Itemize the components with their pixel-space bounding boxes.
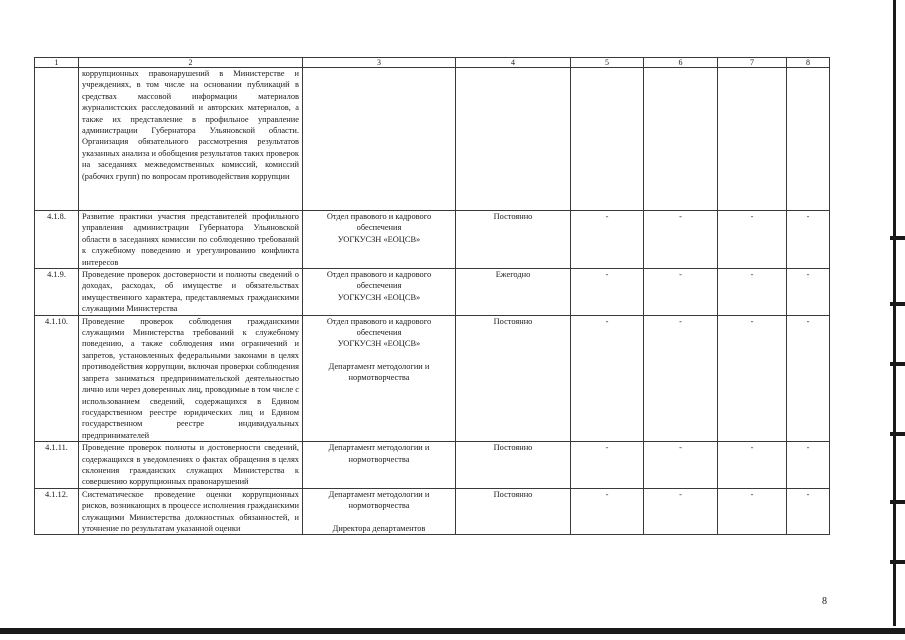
term-cell xyxy=(456,68,571,211)
column-7-cell: - xyxy=(718,211,787,269)
column-number: 2 xyxy=(79,58,303,68)
responsible-line: Отдел правового и кадрового обеспечения xyxy=(326,212,432,233)
column-number: 1 xyxy=(35,58,79,68)
scan-bottom-border xyxy=(0,628,905,634)
column-6-cell: - xyxy=(644,488,718,535)
column-5-cell: - xyxy=(571,488,644,535)
column-number: 8 xyxy=(787,58,830,68)
responsible-line: Отдел правового и кадрового обеспечения xyxy=(326,316,432,338)
column-7-cell: - xyxy=(718,488,787,535)
column-8-cell: - xyxy=(787,211,830,269)
table-row xyxy=(35,488,830,535)
column-6-cell: - xyxy=(644,211,718,269)
column-5-cell: - xyxy=(571,442,644,489)
term-cell: Постоянно xyxy=(456,211,571,269)
responsible-line: Департамент методологии и нормотворчества xyxy=(328,443,430,464)
measure-text: Развитие практики участия представителей профильного управления администрации Губернатора Ульяновской области в заседаниях комиссии по соблюдению требований к служебному поведению и урегулированию конфликта интересов xyxy=(79,211,303,269)
responsible-spacer xyxy=(306,512,452,523)
column-number: 3 xyxy=(303,58,456,68)
column-number: 7 xyxy=(718,58,787,68)
column-7-cell: - xyxy=(718,269,787,316)
responsible-cell xyxy=(303,315,456,441)
responsible-line: УОГКУСЗН «ЕОЦСВ» xyxy=(337,339,421,349)
measure-text: Проведение проверок достоверности и полноты сведений о доходах, расходах, об имуществе и обязательствах имущественного характера, представляемых гражданскими служащими Министерства xyxy=(79,269,303,316)
column-8-cell: - xyxy=(787,315,830,441)
column-8-cell: - xyxy=(787,442,830,489)
term-cell: Постоянно xyxy=(456,488,571,535)
item-number: 4.1.9. xyxy=(35,269,79,316)
column-8-cell xyxy=(787,68,830,211)
measure-text: коррупционных правонарушений в Министерстве и учреждениях, в том числе на основании публикаций в средствах массовой информации материалов журналистских расследований и авторских материалов, а также их представление в профильное управление администрации Губернатора Ульяновской области. Организация обязательного рассмотрения результатов указанных анализа и обобщения результатов таких проверок на заседаниях межведомственных комиссий, комиссий (рабочих групп) по вопросам противодействия коррупции xyxy=(79,68,303,211)
responsible-line: УОГКУСЗН «ЕОЦСВ» xyxy=(337,234,421,244)
responsible-line: Департамент методологии и нормотворчества xyxy=(328,489,430,511)
column-6-cell: - xyxy=(644,315,718,441)
item-number: 4.1.8. xyxy=(35,211,79,269)
column-6-cell xyxy=(644,68,718,211)
plan-table xyxy=(34,57,830,535)
responsible-cell xyxy=(303,211,456,269)
responsible-spacer xyxy=(306,350,452,361)
column-5-cell xyxy=(571,68,644,211)
table-row xyxy=(35,442,830,489)
responsible-cell xyxy=(303,269,456,316)
column-number: 4 xyxy=(456,58,571,68)
scan-edge-mark xyxy=(890,302,905,306)
scan-edge-mark xyxy=(890,560,905,564)
item-number xyxy=(35,68,79,211)
responsible-cell xyxy=(303,488,456,535)
responsible-cell xyxy=(303,442,456,489)
measure-text: Систематическое проведение оценки коррупционных рисков, возникающих в процессе исполнения гражданскими служащими Министерства должностных обязанностей, и уточнение по результатам указанной оценки xyxy=(79,488,303,535)
measure-text: Проведение проверок соблюдения гражданскими служащими Министерства требований к служебному поведению, а также соблюдения ими ограничений и запретов, установленных федеральными законами в целях противодействия коррупции, включая проверки соблюдения запрета заниматься предпринимательской деятельностью лично или через доверенных лиц, проводимые в том числе с использованием сведений, содержащихся в Едином государственном реестре юридических лиц и Едином государственном реестре индивидуальных предпринимателей xyxy=(79,315,303,441)
term-cell: Постоянно xyxy=(456,442,571,489)
responsible-line: Отдел правового и кадрового обеспечения xyxy=(326,270,432,291)
column-number: 6 xyxy=(644,58,718,68)
column-7-cell: - xyxy=(718,442,787,489)
table-row xyxy=(35,68,830,211)
table-row xyxy=(35,211,830,269)
responsible-cell xyxy=(303,68,456,211)
measure-text: Проведение проверок полноты и достоверности сведений, содержащихся в уведомлениях о фактах обращения в целях склонения гражданских служащих Министерства к совершению коррупционных правонарушений xyxy=(79,442,303,489)
scan-edge-mark xyxy=(890,432,905,436)
term-cell: Ежегодно xyxy=(456,269,571,316)
column-7-cell: - xyxy=(718,315,787,441)
column-6-cell: - xyxy=(644,442,718,489)
column-5-cell: - xyxy=(571,269,644,316)
scan-edge-mark xyxy=(890,236,905,240)
page-number: 8 xyxy=(822,596,827,607)
scan-edge-mark xyxy=(890,362,905,366)
responsible-line: Директора департаментов xyxy=(332,523,426,533)
table-row xyxy=(35,269,830,316)
column-8-cell: - xyxy=(787,488,830,535)
scan-edge-line xyxy=(893,0,896,626)
column-7-cell xyxy=(718,68,787,211)
responsible-line: Департамент методологии и нормотворчества xyxy=(328,361,430,383)
item-number: 4.1.11. xyxy=(35,442,79,489)
column-number: 5 xyxy=(571,58,644,68)
responsible-line: УОГКУСЗН «ЕОЦСВ» xyxy=(337,292,421,302)
item-number: 4.1.10. xyxy=(35,315,79,441)
column-8-cell: - xyxy=(787,269,830,316)
column-number-row xyxy=(35,58,830,68)
column-5-cell: - xyxy=(571,211,644,269)
column-5-cell: - xyxy=(571,315,644,441)
item-number: 4.1.12. xyxy=(35,488,79,535)
column-6-cell: - xyxy=(644,269,718,316)
scan-edge-mark xyxy=(890,500,905,504)
table-row xyxy=(35,315,830,441)
term-cell: Постоянно xyxy=(456,315,571,441)
